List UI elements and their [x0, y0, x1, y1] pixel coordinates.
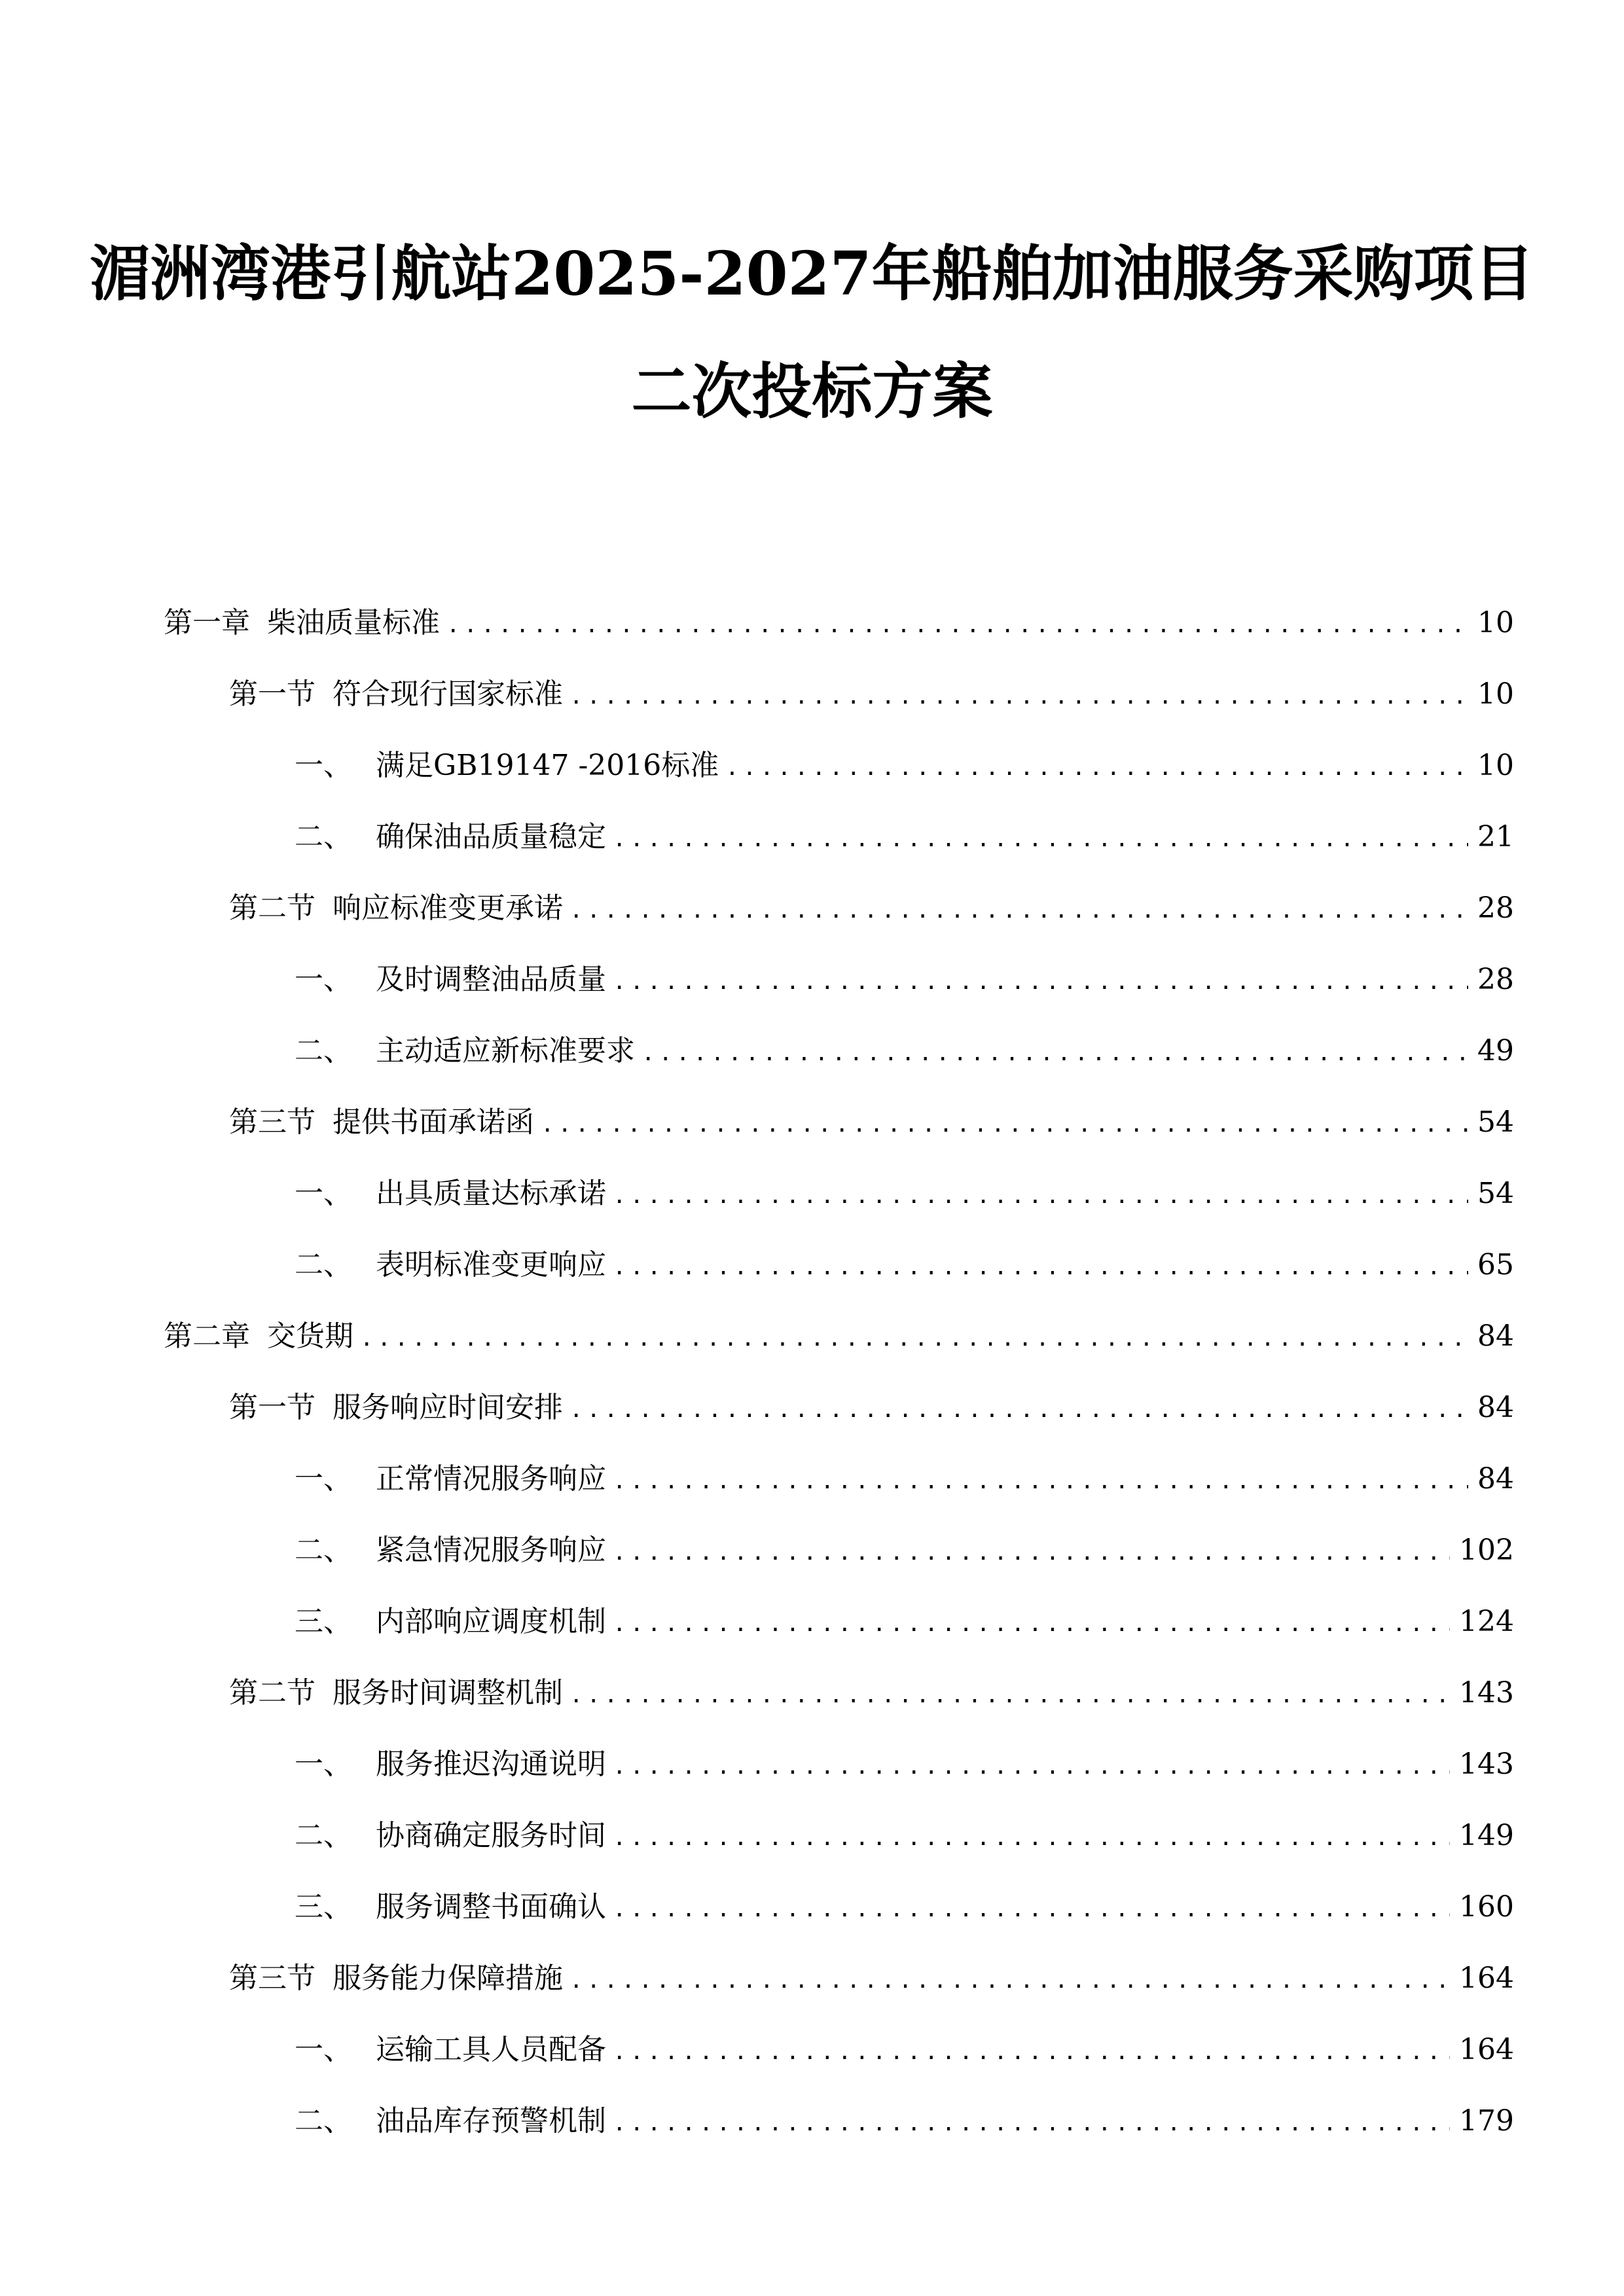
- toc-entry[interactable]: [164, 1317, 1514, 1356]
- toc-leader: [613, 2032, 1450, 2072]
- toc-text: 正常情况服务响应: [376, 1462, 606, 1496]
- toc-number: 一、: [295, 2033, 352, 2066]
- toc-entry[interactable]: [295, 1888, 1514, 1927]
- document-title-line-1: 湄洲湾港引航站2025-2027年船舶加油服务采购项目: [90, 238, 1534, 309]
- toc-entry[interactable]: [229, 675, 1514, 714]
- toc-page-number: 164: [1459, 2033, 1514, 2066]
- toc-leader: [613, 962, 1468, 1001]
- toc-text: 确保油品质量稳定: [376, 820, 606, 853]
- toc-text: 协商确定服务时间: [376, 1819, 606, 1852]
- toc-number: 第二节: [229, 891, 316, 925]
- toc-entry[interactable]: [229, 1388, 1514, 1427]
- toc-entry[interactable]: [295, 1531, 1514, 1570]
- toc-entry[interactable]: [229, 889, 1514, 928]
- toc-leader: [541, 1105, 1468, 1144]
- toc-page-number: 149: [1459, 1819, 1514, 1852]
- toc-number: 一、: [295, 963, 352, 996]
- toc-number: 第一章: [164, 606, 250, 639]
- toc-number: 第二节: [229, 1676, 316, 1710]
- toc-leader: [569, 891, 1468, 930]
- toc-leader: [613, 1747, 1450, 1786]
- toc-entry[interactable]: [295, 1460, 1514, 1499]
- toc-number: 二、: [295, 1819, 352, 1852]
- toc-number: 一、: [295, 749, 352, 782]
- toc-text: 服务能力保障措施: [333, 1962, 563, 1995]
- toc-text: 表明标准变更响应: [376, 1248, 606, 1282]
- toc-entry[interactable]: [229, 1674, 1514, 1713]
- toc-leader: [641, 1033, 1468, 1073]
- toc-entry[interactable]: [295, 960, 1514, 999]
- toc-page-number: 21: [1477, 820, 1514, 853]
- toc-number: 第三节: [229, 1962, 316, 1995]
- toc-page-number: 102: [1459, 1534, 1514, 1567]
- toc-leader: [446, 605, 1468, 645]
- toc-page-number: 65: [1477, 1248, 1514, 1282]
- toc-page-number: 28: [1477, 891, 1514, 925]
- toc-number: 二、: [295, 1534, 352, 1567]
- toc-entry[interactable]: [295, 1031, 1514, 1071]
- toc-leader: [613, 1890, 1450, 1929]
- toc-entry[interactable]: [295, 746, 1514, 785]
- toc-entry[interactable]: [295, 2102, 1514, 2141]
- toc-page-number: 54: [1477, 1105, 1514, 1139]
- toc-leader: [613, 819, 1468, 859]
- toc-page-number: 54: [1477, 1177, 1514, 1210]
- toc-number: 一、: [295, 1177, 352, 1210]
- toc-text: 满足GB19147 -2016标准: [376, 749, 719, 782]
- toc-leader: [613, 1818, 1450, 1857]
- toc-leader: [569, 1676, 1450, 1715]
- toc-leader: [725, 748, 1468, 787]
- toc-number: 第一节: [229, 677, 316, 711]
- toc-number: 第二章: [164, 1319, 250, 1353]
- toc-entry[interactable]: [295, 1745, 1514, 1784]
- toc-text: 服务调整书面确认: [376, 1890, 606, 1924]
- toc-entry[interactable]: [164, 603, 1514, 643]
- toc-leader: [613, 1533, 1450, 1572]
- toc-text: 响应标准变更承诺: [333, 891, 563, 925]
- toc-entry[interactable]: [229, 1959, 1514, 1998]
- toc-leader: [569, 1390, 1468, 1429]
- toc-page-number: 143: [1459, 1748, 1514, 1781]
- toc-page-number: 10: [1477, 749, 1514, 782]
- toc-page-number: 160: [1459, 1890, 1514, 1924]
- toc-leader: [569, 1961, 1450, 2000]
- toc-text: 运输工具人员配备: [376, 2033, 606, 2066]
- toc-text: 油品库存预警机制: [376, 2104, 606, 2138]
- toc-page-number: 84: [1477, 1462, 1514, 1496]
- toc-text: 服务响应时间安排: [333, 1391, 563, 1424]
- toc-entry[interactable]: [295, 817, 1514, 857]
- toc-leader: [613, 1462, 1468, 1501]
- toc-text: 柴油质量标准: [267, 606, 440, 639]
- document-title-line-2: 二次投标方案: [631, 356, 993, 427]
- toc-text: 出具质量达标承诺: [376, 1177, 606, 1210]
- toc-leader: [613, 1604, 1450, 1643]
- toc-page-number: 124: [1459, 1605, 1514, 1638]
- toc-page-number: 84: [1477, 1391, 1514, 1424]
- toc-entry[interactable]: [295, 2030, 1514, 2070]
- toc-leader: [613, 2104, 1450, 2143]
- toc-text: 服务时间调整机制: [333, 1676, 563, 1710]
- toc-entry[interactable]: [295, 1246, 1514, 1285]
- toc-text: 紧急情况服务响应: [376, 1534, 606, 1567]
- toc-text: 服务推迟沟通说明: [376, 1748, 606, 1781]
- toc-page-number: 179: [1459, 2104, 1514, 2138]
- toc-number: 二、: [295, 1248, 352, 1282]
- toc-number: 一、: [295, 1748, 352, 1781]
- toc-number: 三、: [295, 1605, 352, 1638]
- toc-number: 一、: [295, 1462, 352, 1496]
- toc-page-number: 84: [1477, 1319, 1514, 1353]
- toc-text: 内部响应调度机制: [376, 1605, 606, 1638]
- toc-page-number: 49: [1477, 1034, 1514, 1067]
- toc-entry[interactable]: [295, 1816, 1514, 1856]
- toc-page-number: 10: [1477, 677, 1514, 711]
- toc-text: 符合现行国家标准: [333, 677, 563, 711]
- toc-leader: [613, 1176, 1468, 1215]
- toc-entry[interactable]: [295, 1174, 1514, 1213]
- toc-page-number: 164: [1459, 1962, 1514, 1995]
- toc-text: 提供书面承诺函: [333, 1105, 534, 1139]
- toc-text: 交货期: [267, 1319, 353, 1353]
- toc-leader: [613, 1247, 1468, 1287]
- toc-text: 及时调整油品质量: [376, 963, 606, 996]
- toc-leader: [360, 1319, 1468, 1358]
- toc-number: 二、: [295, 2104, 352, 2138]
- toc-leader: [569, 677, 1468, 716]
- toc-page-number: 143: [1459, 1676, 1514, 1710]
- toc-entry[interactable]: [229, 1103, 1514, 1142]
- toc-number: 二、: [295, 820, 352, 853]
- toc-text: 主动适应新标准要求: [376, 1034, 635, 1067]
- toc-number: 第一节: [229, 1391, 316, 1424]
- toc-number: 三、: [295, 1890, 352, 1924]
- toc-number: 二、: [295, 1034, 352, 1067]
- toc-entry[interactable]: [295, 1602, 1514, 1641]
- toc-page-number: 28: [1477, 963, 1514, 996]
- toc-page-number: 10: [1477, 606, 1514, 639]
- toc-number: 第三节: [229, 1105, 316, 1139]
